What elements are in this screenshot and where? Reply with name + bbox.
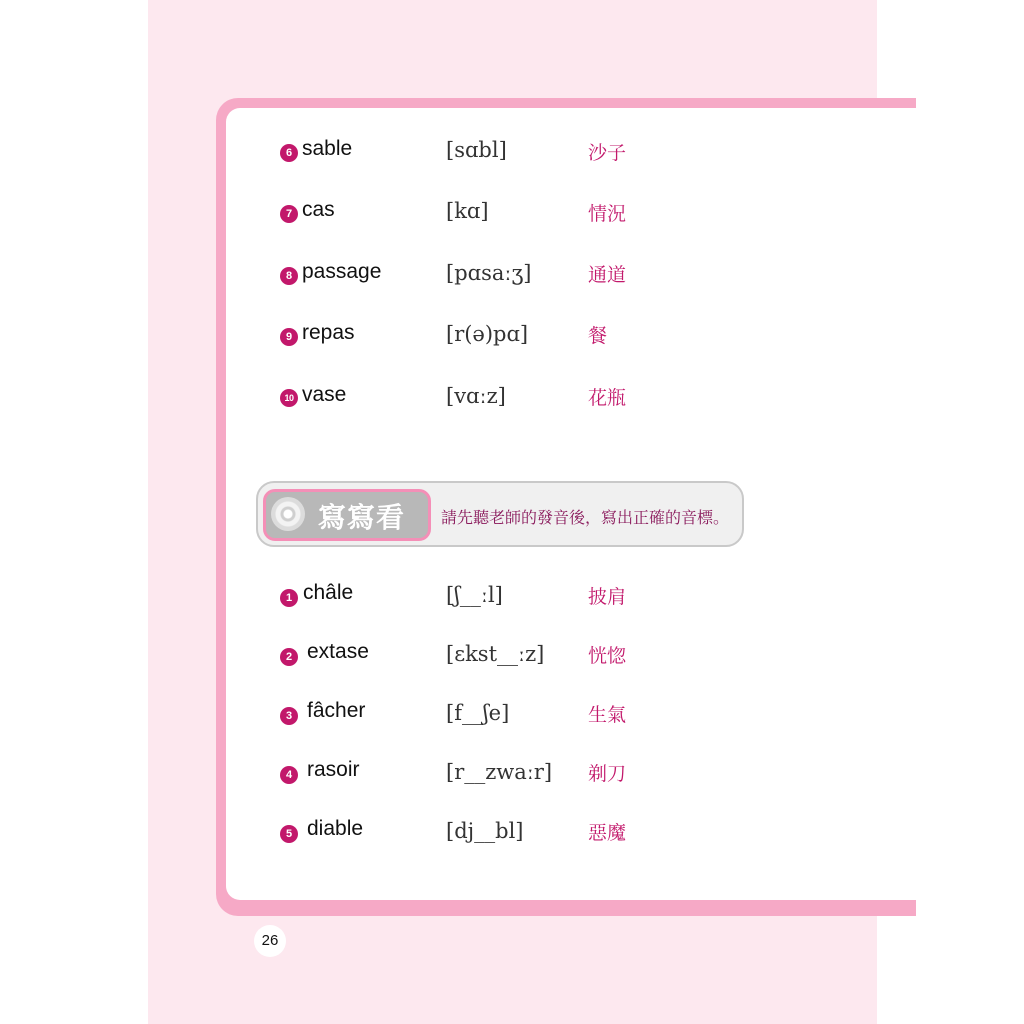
phonetic-transcription: [vɑːz] xyxy=(446,384,506,408)
french-word: extase xyxy=(307,640,369,663)
chinese-meaning: 生氣 xyxy=(588,704,627,726)
french-word: châle xyxy=(303,581,354,604)
item-number-badge: 2 xyxy=(280,648,298,666)
item-number-badge: 7 xyxy=(280,205,298,223)
phonetic-blank[interactable]: [f__ʃe] xyxy=(446,701,510,725)
chinese-meaning: 剃刀 xyxy=(588,763,627,785)
chinese-meaning: 沙子 xyxy=(588,142,627,164)
chinese-meaning: 花瓶 xyxy=(588,387,627,409)
french-word: passage xyxy=(302,260,382,283)
chinese-meaning: 餐 xyxy=(588,325,608,347)
chinese-meaning: 情況 xyxy=(588,203,627,225)
french-word: vase xyxy=(302,383,347,406)
phonetic-blank[interactable]: [r__zwaːr] xyxy=(446,760,553,784)
exercise-instruction: 請先聽老師的發音後，寫出正確的音標。 xyxy=(441,508,730,527)
phonetic-transcription: [pɑsaːʒ] xyxy=(446,261,532,285)
item-number-badge: 4 xyxy=(280,766,298,784)
chinese-meaning: 披肩 xyxy=(588,586,627,608)
chinese-meaning: 通道 xyxy=(588,264,627,286)
french-word: diable xyxy=(307,817,364,840)
item-number-badge: 1 xyxy=(280,589,298,607)
item-number-badge: 3 xyxy=(280,707,298,725)
french-word: fâcher xyxy=(307,699,366,722)
item-number-badge: 10 xyxy=(280,389,298,407)
phonetic-transcription: [r(ə)pɑ] xyxy=(446,322,529,346)
item-number-badge: 5 xyxy=(280,825,298,843)
chinese-meaning: 惡魔 xyxy=(588,822,627,844)
item-number-badge: 6 xyxy=(280,144,298,162)
phonetic-transcription: [sɑbl] xyxy=(446,138,507,162)
item-number-badge: 9 xyxy=(280,328,298,346)
phonetic-blank[interactable]: [ʃ__ːl] xyxy=(446,583,503,607)
page-number: 26 xyxy=(254,925,286,957)
phonetic-blank[interactable]: [dj__bl] xyxy=(446,819,524,843)
cd-disc-icon xyxy=(271,497,305,531)
exercise-title: 寫寫看 xyxy=(318,501,406,534)
french-word: rasoir xyxy=(307,758,360,781)
chinese-meaning: 恍惚 xyxy=(588,645,627,667)
french-word: sable xyxy=(302,137,353,160)
french-word: cas xyxy=(302,198,335,221)
phonetic-transcription: [kɑ] xyxy=(446,199,489,223)
phonetic-blank[interactable]: [ɛkst__ːz] xyxy=(446,642,545,666)
french-word: repas xyxy=(302,321,355,344)
item-number-badge: 8 xyxy=(280,267,298,285)
